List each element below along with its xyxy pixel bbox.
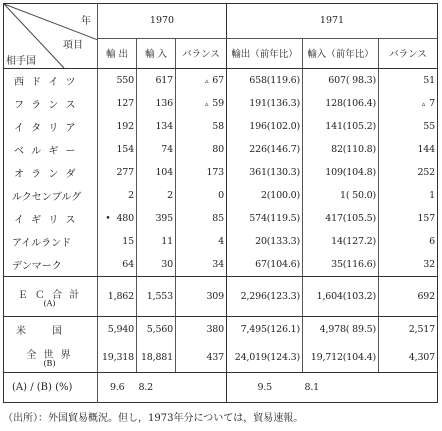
cell: 252 [379,161,438,184]
row-label: フ ラ ン ス [14,99,78,111]
cell: 380 [176,317,227,343]
cell: 6 [379,230,438,253]
cell: 30 [137,253,176,277]
cell: 19,712(104.4) [303,343,379,373]
dot-marker: • [105,213,111,224]
row-label: デンマーク [4,253,98,277]
cell: 1,553 [137,277,176,317]
row-label: オ ラ ン ダ [14,168,78,180]
cell: 277 [98,161,137,184]
cell: 24,019(124.3) [227,343,303,373]
cell: 67(104.6) [227,253,303,277]
cell: 154 [98,138,137,161]
corner-year-label: 年 [81,16,91,27]
col-balance-1970: バランス [176,38,227,68]
corner-item-label: 項目 [63,40,83,51]
cell: 64 [98,253,137,277]
col-balance-1971: バランス [379,38,438,68]
table-row [4,115,438,138]
cell: 8.1 [304,382,320,393]
cell: 51 [379,69,438,92]
cell: 9.6 [98,373,137,403]
ec-total-row [4,277,438,317]
cell: 1,604(103.2) [303,277,379,317]
col-export-1970: 輸 出 [98,38,137,68]
col-import-prev-1971: 輸入（前年比） [303,38,379,68]
ec-marker-a: (A) [43,298,56,308]
cell: 1,862 [98,277,137,317]
cell: 32 [379,253,438,277]
row-label: ベ ル ギ ー [14,145,78,157]
cell: 574(119.5) [227,207,303,230]
cell: 157 [379,207,438,230]
world-label: 全 世 界 (B) [4,343,98,373]
cell: 104 [137,161,176,184]
cell: 11 [137,230,176,253]
cell: 361(130.3) [227,161,303,184]
cell: 8.2 [138,382,154,393]
year-1970-header: 1970 [98,4,227,39]
cell: 1 [379,184,438,207]
header-corner-cell [4,4,98,69]
cell: 437 [176,343,227,373]
corner-partner-label: 相手国 [6,56,36,67]
cell: 395 [137,207,176,230]
cell: 34 [176,253,227,277]
cell: 4,307 [379,343,438,373]
table-row [4,92,438,115]
cell: 14(127.2) [303,230,379,253]
table-row [4,230,438,253]
world-row [4,343,438,373]
cell: 144 [379,138,438,161]
cell: • 480 [98,207,137,230]
table-row [4,184,438,207]
table-row [4,253,438,277]
cell: 658(119.6) [227,69,303,92]
row-label: ルクセンブルグ [12,191,82,203]
us-row [4,317,438,343]
cell: 2,517 [379,317,438,343]
row-label: アイルランド [12,237,72,249]
us-label: 米 国 [16,326,64,338]
cell: 192 [98,115,137,138]
cell: 607( 98.3) [303,69,379,92]
cell: 196(102.0) [227,115,303,138]
cell: ▵ 7 [379,92,438,115]
cell: 128(106.4) [303,92,379,115]
cell: 141(105.2) [303,115,379,138]
negative-marker: ▵ [204,99,209,108]
cell: 136 [137,92,176,115]
cell: 2(100.0) [227,184,303,207]
cell: 58 [176,115,227,138]
cell: 134 [137,115,176,138]
cell: 74 [137,138,176,161]
cell: 127 [98,92,137,115]
source-note: （出所）：外国貿易概況。但し，1973年分については，貿易速報。 [3,413,304,424]
cell: 82(110.8) [303,138,379,161]
cell: 55 [379,115,438,138]
cell: 9.5 [227,373,303,403]
cell: 85 [176,207,227,230]
cell: 1( 50.0) [303,184,379,207]
cell: 35(116.6) [303,253,379,277]
negative-marker: ▵ [204,76,209,85]
col-import-1970: 輸 入 [137,38,176,68]
cell: 7,495(126.1) [227,317,303,343]
table-row [4,138,438,161]
negative-marker: ▵ [421,99,426,108]
col-export-prev-1971: 輸出（前年比） [227,38,303,68]
table-row [4,207,438,230]
cell: 191(136.3) [227,92,303,115]
cell: 173 [176,161,227,184]
cell: 417(105.5) [303,207,379,230]
row-label: 西 ド イ ツ [14,76,78,88]
ratio-row [4,373,438,403]
cell: 5,560 [137,317,176,343]
trade-table-container [3,3,438,403]
cell: 18,881 [137,343,176,373]
ratio-label: (A) / (B) (%) [12,382,73,393]
world-marker-b: (B) [43,359,56,369]
cell: ▵ 67 [176,69,227,92]
cell: 4 [176,230,227,253]
ec-total-label: Ｅ Ｃ 合 計 (A) [4,277,98,317]
cell: 226(146.7) [227,138,303,161]
cell: 4,978( 89.5) [303,317,379,343]
cell: 19,318 [98,343,137,373]
cell: 80 [176,138,227,161]
cell: 692 [379,277,438,317]
cell: 15 [98,230,137,253]
cell: 20(133.3) [227,230,303,253]
trade-table [3,3,438,403]
cell [176,373,227,403]
cell: 0 [176,184,227,207]
year-1971-header: 1971 [227,4,438,39]
cell: 550 [98,69,137,92]
cell: 2 [137,184,176,207]
cell: 617 [137,69,176,92]
cell: ▵ 59 [176,92,227,115]
cell: 2 [98,184,137,207]
cell: 5,940 [98,317,137,343]
cell [379,373,438,403]
row-label: イ タ リ ア [14,122,78,134]
cell: 309 [176,277,227,317]
table-row [4,161,438,184]
cell: 2,296(123.3) [227,277,303,317]
cell: 109(104.8) [303,161,379,184]
table-row [4,69,438,92]
row-label: イ ギ リ ス [14,214,78,226]
